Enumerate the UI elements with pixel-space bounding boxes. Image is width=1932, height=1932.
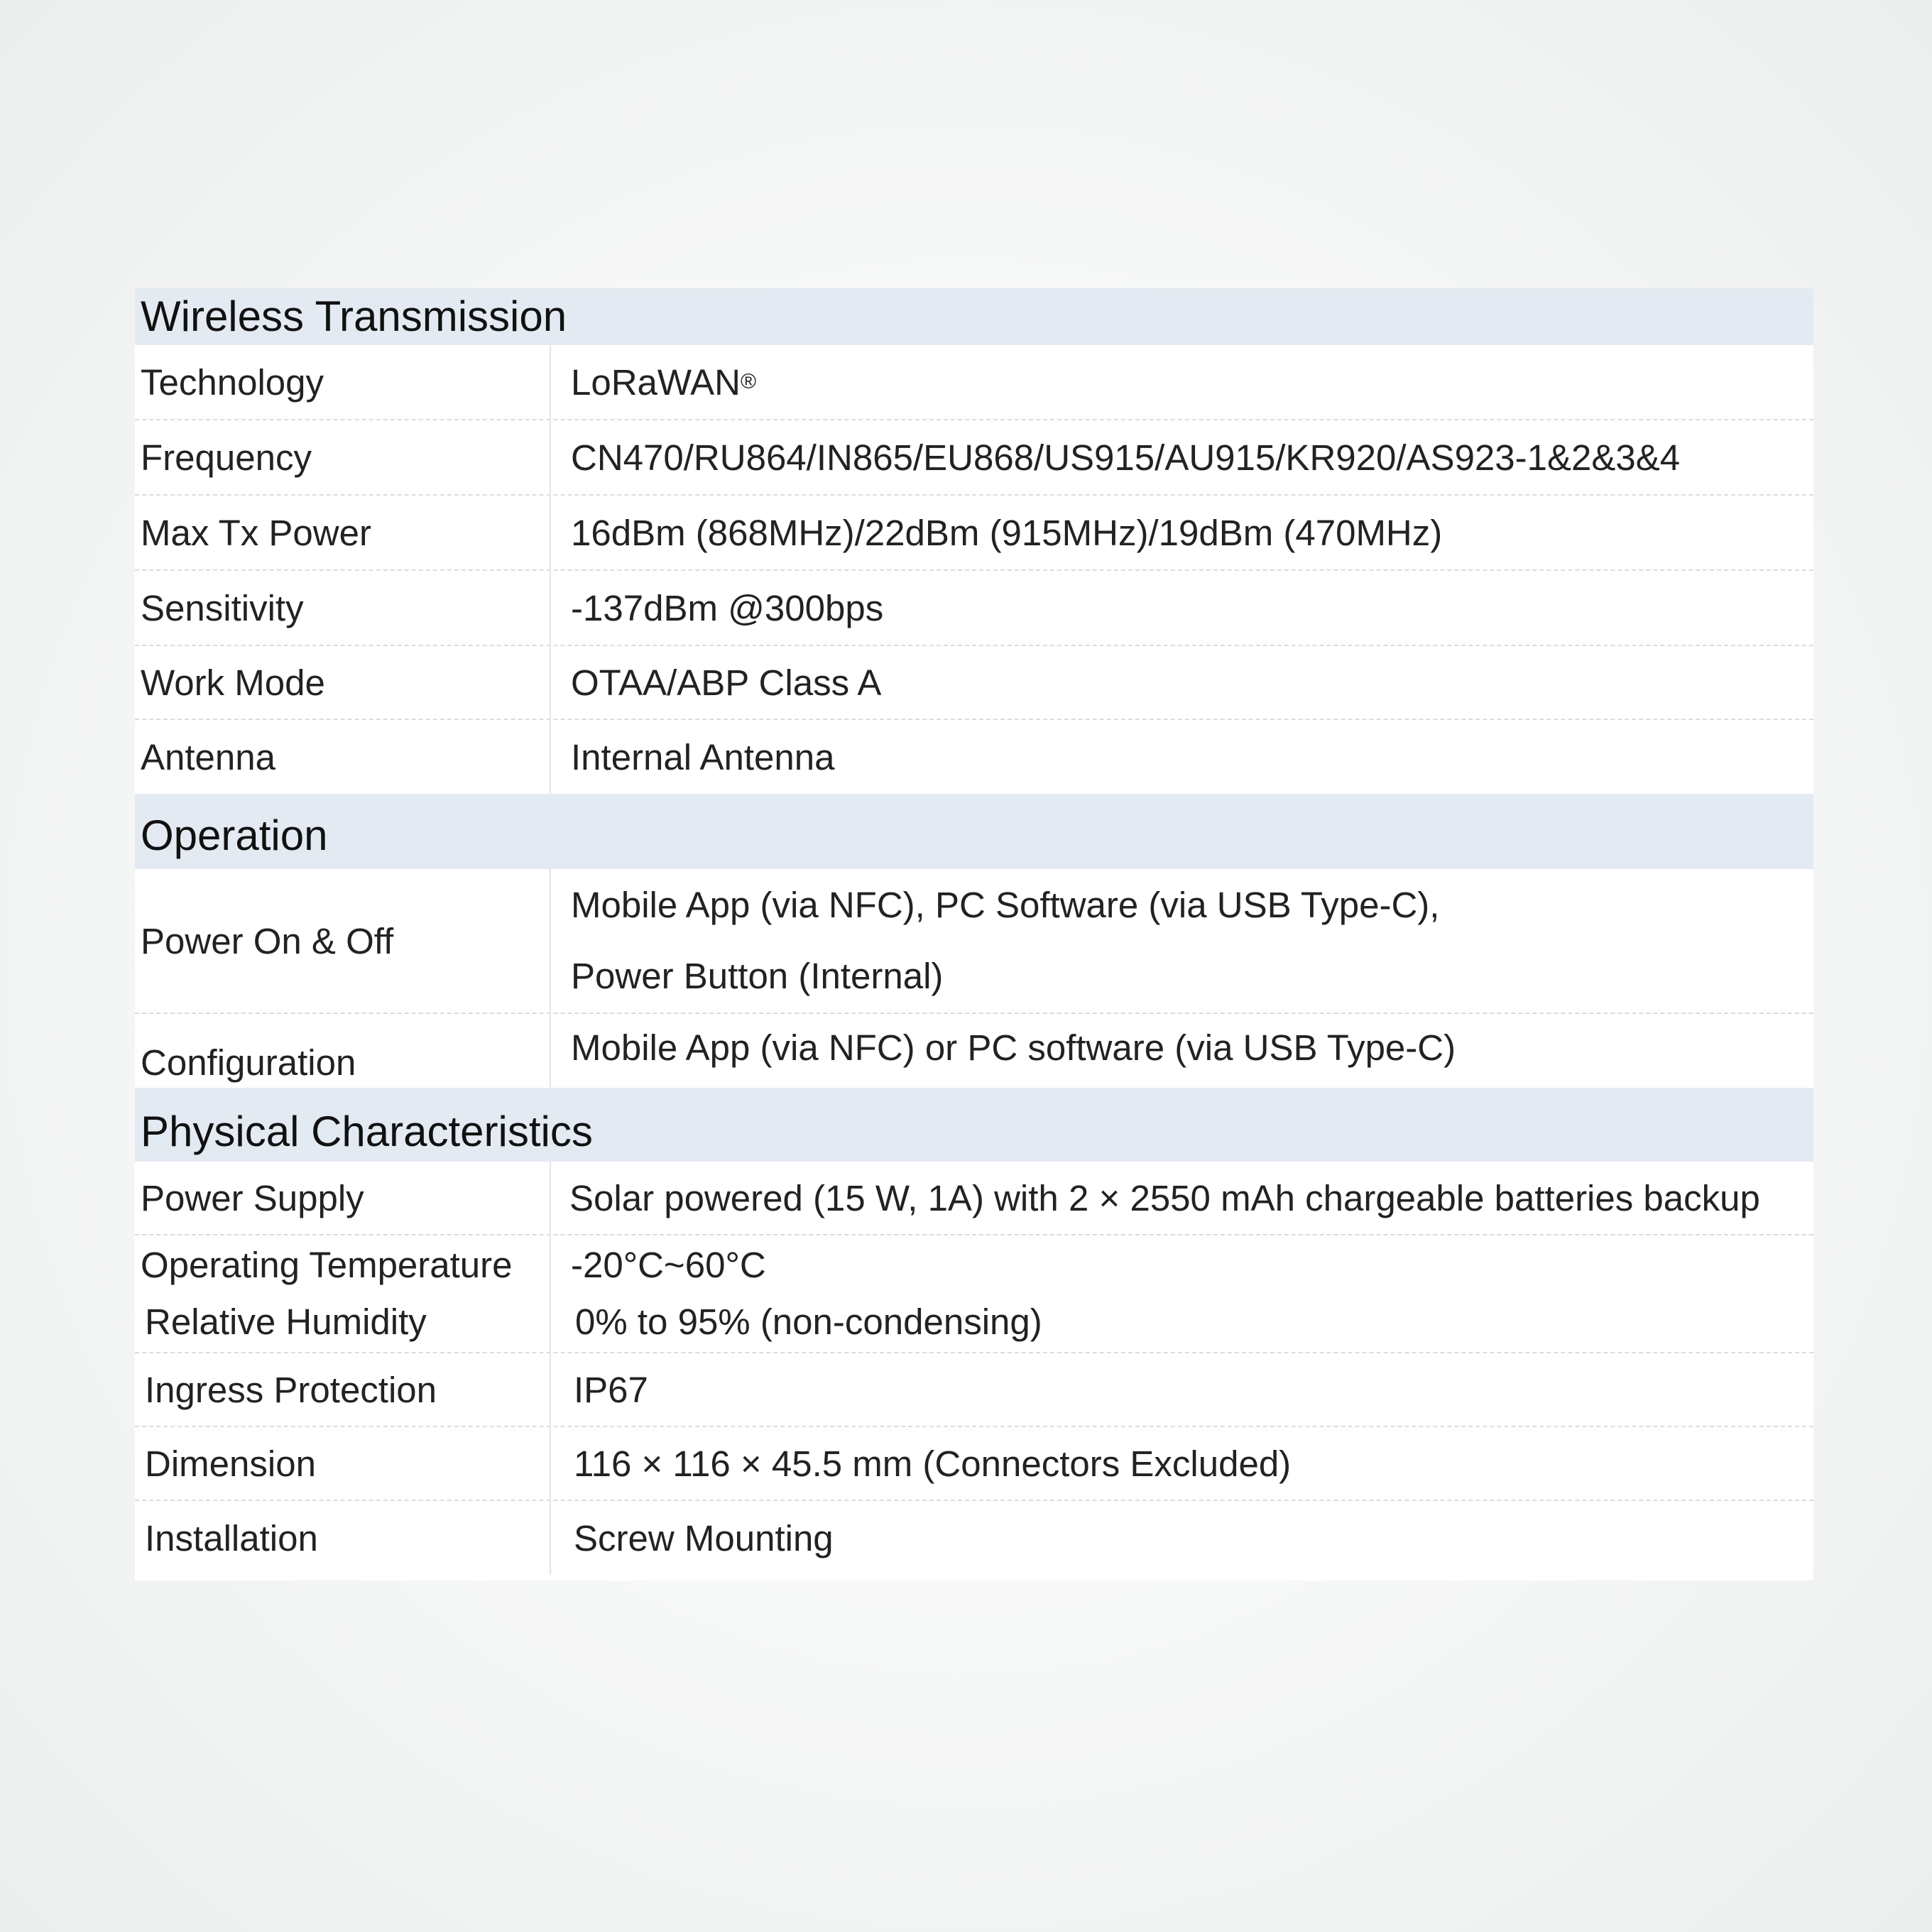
spec-value [551,869,1813,1013]
spec-row-ingress-protection [135,1353,1813,1427]
spec-label: Ingress Protection [135,1353,551,1426]
spec-value: Screw Mounting [574,1517,834,1559]
spec-value: LoRaWAN ® [571,361,757,403]
spec-label: Antenna [135,720,551,794]
spec-label: Work Mode [135,646,551,719]
spec-value-line: Mobile App (via NFC), PC Software (via USB Type-C), [571,885,1440,925]
section-header-wireless: Wireless Transmission [135,288,1813,345]
spec-label: Installation [135,1501,551,1575]
spec-value: CN470/RU864/IN865/EU868/US915/AU915/KR920/AS923-1&2&3&4 [571,437,1681,478]
spec-label: Frequency [135,420,551,494]
spec-value: IP67 [574,1369,648,1410]
spec-value: Internal Antenna [571,736,835,777]
spec-value-text: LoRaWAN [571,361,741,403]
spec-value: 116 × 116 × 45.5 mm (Connectors Excluded) [574,1443,1292,1484]
section-header-physical: Physical Characteristics [135,1088,1813,1162]
spec-label-group [135,1235,551,1352]
spec-row-dimension [135,1427,1813,1501]
spec-value-line: Power Button (Internal) [571,956,944,996]
spec-row-power-supply [135,1162,1813,1235]
spec-label: Max Tx Power [135,496,551,569]
spec-value: 0% to 95% (non-condensing) [575,1301,1042,1342]
spec-row-work-mode [135,646,1813,720]
spec-row-sensitivity [135,571,1813,646]
spec-row-temperature-humidity [135,1235,1813,1353]
spec-label: Relative Humidity [145,1301,427,1342]
spec-value: Mobile App (via NFC) or PC software (via USB Type-C) [571,1027,1456,1068]
spec-label: Power On & Off [135,869,551,1013]
spec-row-power-on-off [135,869,1813,1014]
spec-label: Sensitivity [135,571,551,645]
spec-label: Technology [135,345,551,419]
spec-row-antenna [135,720,1813,794]
section-header-operation: Operation [135,794,1813,869]
spec-value: -137dBm @300bps [571,587,884,628]
spec-row-configuration [135,1014,1813,1088]
spec-sheet [135,288,1813,1581]
spec-label: Operating Temperature [141,1245,513,1285]
spec-row-technology [135,345,1813,420]
spec-label: Dimension [135,1427,551,1500]
spec-label: Configuration [135,1014,551,1088]
spec-row-frequency [135,420,1813,496]
spec-value: 16dBm (868MHz)/22dBm (915MHz)/19dBm (470MHz) [571,512,1443,553]
spec-value-group [551,1235,1813,1352]
spec-row-max-tx-power [135,496,1813,571]
spec-value: Solar powered (15 W, 1A) with 2 × 2550 mAh chargeable batteries backup [569,1177,1760,1218]
spec-value: -20°C~60°C [571,1245,766,1285]
spec-row-installation [135,1501,1813,1575]
spec-label: Power Supply [135,1162,551,1234]
spec-value: OTAA/ABP Class A [571,662,882,703]
